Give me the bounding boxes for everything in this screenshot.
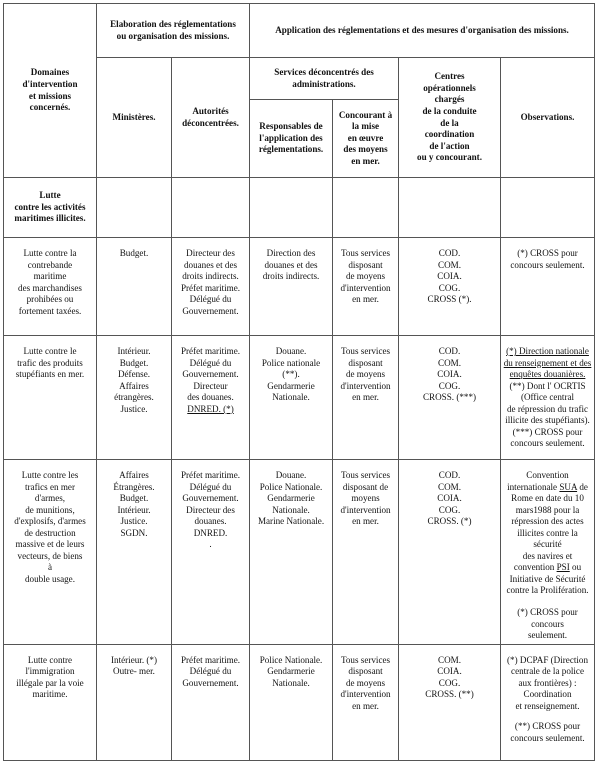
row-autorites (172, 336, 250, 460)
row-domaine: Lutte contre les trafics en mer d'armes, de munitions, d'explosifs, d'armes de destruction massive et de leurs vecteurs, de biens à double usage. (4, 460, 97, 645)
row-observations: (*) CROSS pour concours seulement. (501, 238, 595, 336)
header-concourant: Concourant à la mise en œuvre des moyens en mer. (333, 100, 399, 178)
row-responsables: Douane. Police nationale (**). Gendarmerie Nationale. (250, 336, 333, 460)
row-autorites: Préfet maritime. Délégué du Gouvernement. Directeur des douanes. DNRED. . (172, 460, 250, 645)
section-row (4, 178, 595, 238)
row-autorites-text: Préfet maritime. Délégué du Gouvernement. Directeur des douanes. (180, 346, 241, 403)
row-concourant: Tous services disposant de moyens d'intervention en mer. (333, 336, 399, 460)
psi-ref: PSI (556, 562, 570, 573)
row-observations (501, 644, 595, 760)
header-centres: Centres opérationnels chargés de la conduite de la coordination de l'action ou y concourant. (399, 58, 501, 178)
row-concourant: Tous services disposant de moyens d'intervention en mer. (333, 460, 399, 645)
row-concourant: Tous services disposant de moyens d'intervention en mer. (333, 644, 399, 760)
row-centres: COD. COM. COIA. COG. CROSS. (*) (399, 460, 501, 645)
row-autorites: Préfet maritime. Délégué du Gouvernement. (172, 644, 250, 760)
row-observations (501, 460, 595, 645)
dcpaf-note: (*) DCPAF (Direction centrale de la police aux frontières) : Coordination et renseignement. (507, 654, 589, 711)
row-responsables: Police Nationale. Gendarmerie Nationale. (250, 644, 333, 760)
header-domaines: Domaines d'intervention et missions concernés. (4, 4, 97, 178)
section-title: Lutte contre les activités maritimes illicites. (4, 178, 97, 238)
row-centres: COD. COM. COIA. COG. CROSS. (***) (399, 336, 501, 460)
row-ministeres: Budget. (97, 238, 172, 336)
row-observations (501, 336, 595, 460)
row-ministeres: Intérieur. (*) Outre- mer. (97, 644, 172, 760)
table-row (4, 336, 595, 460)
row-domaine: Lutte contre le trafic des produits stupéfiants en mer. (4, 336, 97, 460)
sua-ref: SUA (559, 481, 578, 492)
cross-note: (**) CROSS pour concours seulement. (510, 721, 585, 743)
row-concourant: Tous services disposant de moyens d'intervention en mer. (333, 238, 399, 336)
row-responsables: Direction des douanes et des droits indirects. (250, 238, 333, 336)
header-services: Services déconcentrés des administrations. (250, 58, 399, 100)
convention-text-c: ou Initiative de Sécurité contre la Prolifération. (506, 562, 589, 596)
dnred-note: (*) Direction nationale du renseignement et des enquêtes douanières. (503, 346, 592, 380)
table-row (4, 644, 595, 760)
missions-table (3, 3, 595, 761)
row-domaine: Lutte contre la contrebande maritime des marchandises prohibées ou fortement taxées. (4, 238, 97, 336)
row-responsables: Douane. Police Nationale. Gendarmerie Nationale. Marine Nationale. (250, 460, 333, 645)
header-elaboration: Elaboration des réglementations ou organisation des missions. (97, 4, 250, 58)
table-row (4, 238, 595, 336)
convention-text-b: de Rome en date du 10 mars1988 pour la répression des actes illicites contre la sécurité des navires et convention (511, 481, 588, 573)
row-ministeres: Affaires Étrangères. Budget. Intérieur. Justice. SGDN. (97, 460, 172, 645)
header-application: Application des réglementations et des mesures d'organisation des missions. (250, 4, 595, 58)
header-ministeres: Ministères. (97, 58, 172, 178)
row-ministeres: Intérieur. Budget. Défense. Affaires étrangères. Justice. (97, 336, 172, 460)
dnred-ref: DNRED. (*) (187, 403, 234, 414)
row-observations-text: (**) Dont l' OCRTIS (Office central de répression du trafic illicite des stupéfiants). (***) CROSS pour concours seulement. (505, 380, 590, 449)
row-centres: COD. COM. COIA. COG. CROSS (*). (399, 238, 501, 336)
table-row (4, 460, 595, 645)
header-responsables: Responsables de l'application des réglementations. (250, 100, 333, 178)
header-autorites: Autorités déconcentrées. (172, 58, 250, 178)
row-domaine: Lutte contre l'immigration illégale par la voie maritime. (4, 644, 97, 760)
row-centres: COM. COIA. COG. CROSS. (**) (399, 644, 501, 760)
cross-note: (*) CROSS pour concours seulement. (517, 607, 578, 641)
convention-text-a: Convention internationale (507, 470, 569, 492)
header-observations: Observations. (501, 58, 595, 178)
row-autorites: Directeur des douanes et des droits indirects. Préfet maritime. Délégué du Gouvernement. (172, 238, 250, 336)
